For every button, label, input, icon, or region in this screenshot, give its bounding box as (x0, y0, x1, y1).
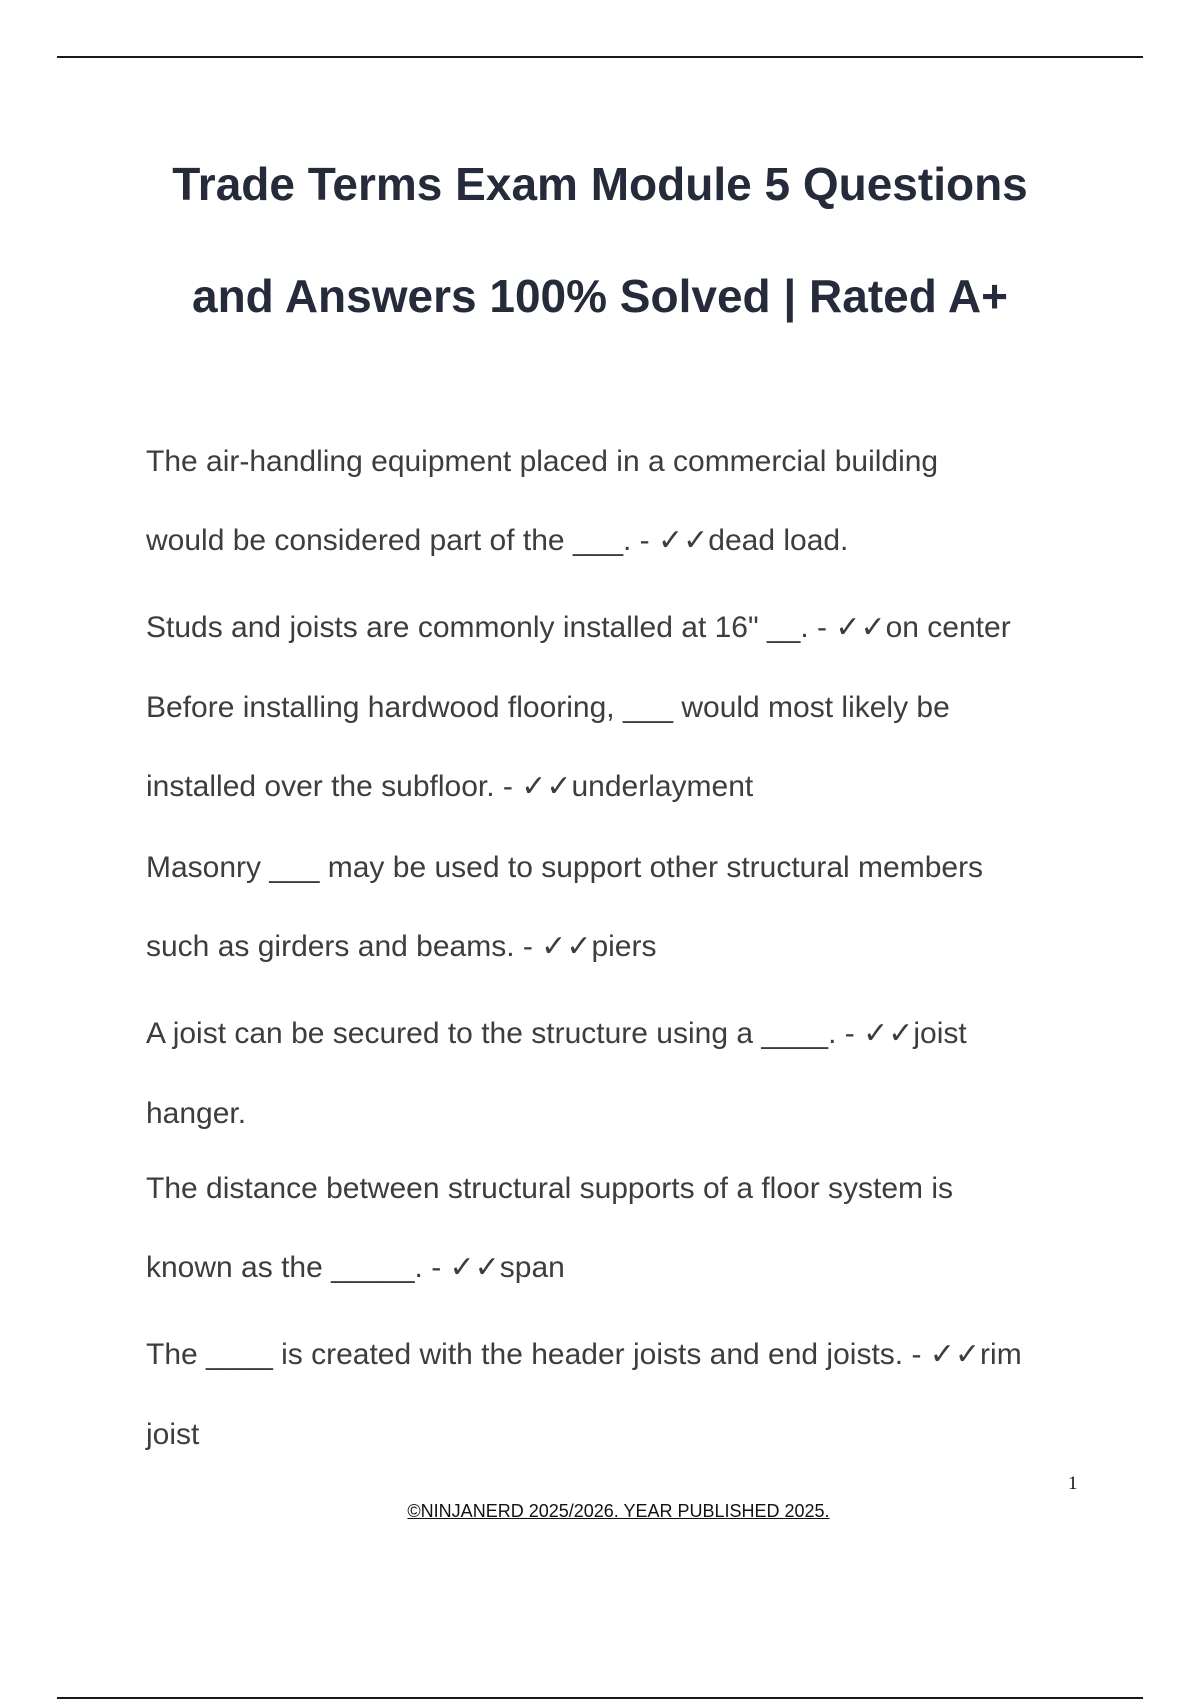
qa-line: known as the _____. - ✓✓span (146, 1251, 565, 1284)
copyright-footer: ©NINJANERD 2025/2026. YEAR PUBLISHED 2025. (407, 1501, 830, 1521)
qa-line: The air-handling equipment placed in a commercial building (146, 445, 939, 478)
qa-line: Masonry ___ may be used to support other structural members (146, 851, 984, 884)
document-title (100, 128, 1100, 352)
qa-line: would be considered part of the ___. - ✓✓dead load. (146, 524, 849, 557)
qa-line: such as girders and beams. - ✓✓piers (146, 930, 657, 963)
title-line-1: Trade Terms Exam Module 5 Questions (172, 158, 1028, 210)
qa-line: hanger. (146, 1097, 247, 1130)
qa-line: A joist can be secured to the structure using a ____. - ✓✓joist (146, 1017, 967, 1050)
qa-line: The ____ is created with the header joists and end joists. - ✓✓rim (146, 1338, 1022, 1371)
top-rule (57, 56, 1143, 58)
qa-line: Studs and joists are commonly installed at 16" __. - ✓✓on center (146, 611, 1011, 644)
page-number: 1 (1068, 1473, 1078, 1494)
qa-line: The distance between structural supports of a floor system is (146, 1172, 954, 1205)
qa-line: joist (146, 1418, 200, 1451)
qa-line: installed over the subfloor. - ✓✓underlayment (146, 770, 754, 803)
qa-line: Before installing hardwood flooring, ___ would most likely be (146, 691, 950, 724)
title-line-2: and Answers 100% Solved | Rated A+ (191, 270, 1009, 322)
bottom-rule (57, 1697, 1143, 1699)
